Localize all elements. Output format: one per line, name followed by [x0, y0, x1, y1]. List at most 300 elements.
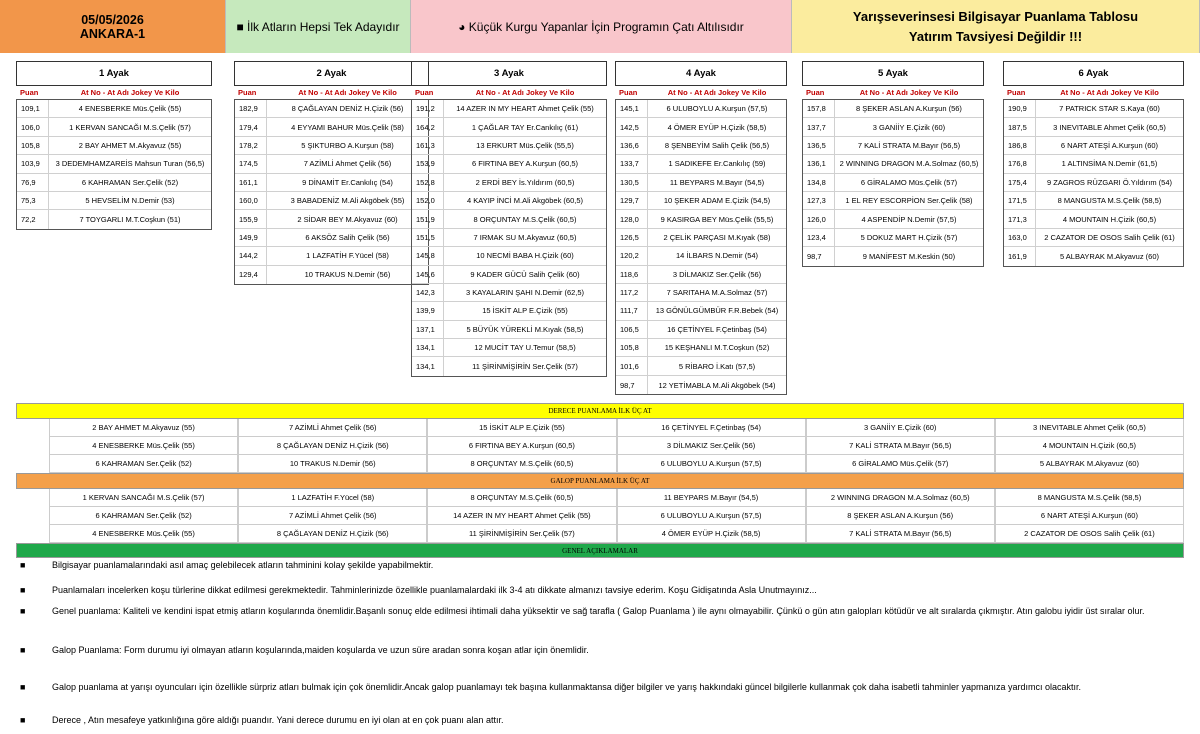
- points-cell: 149,9: [235, 229, 267, 246]
- horse-cell: 3 GANİİY E.Çizik (60): [872, 122, 946, 132]
- table-row: [803, 210, 983, 228]
- horse-cell: 8 ÇAĞLAYAN DENİZ H.Çizik (56): [291, 104, 404, 114]
- horse-cell: 7 TOYGARLI M.T.Coşkun (51): [79, 215, 181, 225]
- derece-cell: 10 TRAKUS N.Demir (56): [238, 455, 427, 473]
- derece-grid: [49, 419, 1184, 473]
- points-cell: 120,2: [616, 247, 648, 264]
- horse-cell: 4 ASPENDİP N.Demir (57,5): [861, 214, 957, 224]
- table-row: [412, 284, 606, 302]
- galop-cell: 8 MANGUSTA M.S.Çelik (58,5): [995, 489, 1184, 507]
- derece-cell: 6 KAHRAMAN Ser.Çelik (52): [49, 455, 238, 473]
- horse-cell: 6 AKSÖZ Salih Çelik (56): [305, 232, 390, 242]
- table-row: [616, 376, 786, 394]
- column-header: [802, 86, 984, 99]
- race-title: 6 Ayak: [1003, 61, 1184, 86]
- header-date-city: [0, 0, 226, 53]
- column-header: [411, 86, 607, 99]
- table-row: [803, 155, 983, 173]
- table-row: [235, 155, 428, 173]
- table-row: [803, 192, 983, 210]
- table-row: [616, 284, 786, 302]
- table-row: [616, 155, 786, 173]
- points-cell: 163,0: [1004, 229, 1036, 246]
- race-city: ANKARA-1: [79, 26, 146, 41]
- galop-cell: 11 ŞİRİNMİŞİRİN Ser.Çelik (57): [427, 525, 616, 543]
- galop-band: GALOP PUANLAMA İLK ÜÇ AT: [16, 473, 1184, 489]
- horse-cell: 16 ÇETİNYEL F.Çetinbaş (54): [667, 324, 767, 334]
- table-row: [616, 357, 786, 375]
- galop-cell: 8 ORÇUNTAY M.S.Çelik (60,5): [427, 489, 616, 507]
- race-title: 3 Ayak: [411, 61, 607, 86]
- horse-cell: 4 EYYAMI BAHUR Müs.Çelik (58): [291, 122, 404, 132]
- table-row: [616, 210, 786, 228]
- points-cell: 152,0: [412, 192, 444, 209]
- table-row: [17, 155, 211, 173]
- table-row: [1004, 174, 1183, 192]
- general-band: GENEL AÇIKLAMALAR: [16, 543, 1184, 558]
- table-row: [803, 100, 983, 118]
- column-header: [1003, 86, 1184, 99]
- derece-cell: 7 KALİ STRATA M.Bayır (56,5): [806, 437, 995, 455]
- table-row: [235, 192, 428, 210]
- points-cell: 129,7: [616, 192, 648, 209]
- note-text: Puanlamaları incelerken koşu türlerine dikkat edilmesi gerekmektedir. Tahminlerinizde özellikle puanlamalardaki ilk 3-4 atı dikkate almanızı tavsiye ederim. Koşu Gidişatında Asla Unutmayınız...: [52, 585, 817, 595]
- galop-cell: 6 ULUBOYLU A.Kurşun (57,5): [617, 507, 806, 525]
- points-header: Puan: [806, 88, 825, 97]
- derece-cell: 4 MOUNTAIN H.Çizik (60,5): [995, 437, 1184, 455]
- table-row: [412, 174, 606, 192]
- horse-cell: 2 CAZATOR DE OSOS Salih Çelik (61): [1044, 232, 1175, 242]
- points-cell: 178,2: [235, 137, 267, 154]
- horse-cell: 1 ALTINSİMA N.Demir (61,5): [1061, 159, 1158, 169]
- horse-cell: 1 LAZFATİH F.Yücel (58): [306, 251, 389, 261]
- points-cell: 137,7: [803, 118, 835, 135]
- horse-cell: 5 HEVSELİM N.Demir (53): [85, 196, 175, 206]
- points-header: Puan: [20, 88, 39, 97]
- points-cell: 133,7: [616, 155, 648, 172]
- horse-cell: 13 ERKURT Müs.Çelik (55,5): [476, 140, 574, 150]
- points-header: Puan: [238, 88, 257, 97]
- table-row: [616, 321, 786, 339]
- derece-cell: 8 ÇAĞLAYAN DENİZ H.Çizik (56): [238, 437, 427, 455]
- points-cell: 106,5: [616, 321, 648, 338]
- galop-cell: 4 ÖMER EYÜP H.Çizik (58,5): [617, 525, 806, 543]
- race-rows: [411, 99, 607, 377]
- galop-cell: 7 AZİMLİ Ahmet Çelik (56): [238, 507, 427, 525]
- points-cell: 126,0: [803, 210, 835, 227]
- points-cell: 157,8: [803, 100, 835, 117]
- horse-cell: 14 İLBARS N.Demir (54): [675, 251, 759, 261]
- header-title: [792, 0, 1200, 53]
- points-cell: 123,4: [803, 229, 835, 246]
- legend-single-candidate: ■ İlk Atların Hepsi Tek Adayıdır: [226, 0, 411, 53]
- race-rows: [615, 99, 787, 395]
- galop-cell: 14 AZER IN MY HEART Ahmet Çelik (55): [427, 507, 616, 525]
- race-title: 5 Ayak: [802, 61, 984, 86]
- points-cell: 182,9: [235, 100, 267, 117]
- bullet-icon: ■: [20, 715, 26, 725]
- column-header: [615, 86, 787, 99]
- column-header: [234, 86, 429, 99]
- points-header: Puan: [1007, 88, 1026, 97]
- horse-cell: 4 KAYIP İNCİ M.Ali Akgöbek (60,5): [466, 196, 584, 206]
- table-row: [235, 174, 428, 192]
- table-row: [235, 210, 428, 228]
- horse-cell: 5 ALBAYRAK M.Akyavuz (60): [1059, 251, 1160, 261]
- points-cell: 160,0: [235, 192, 267, 209]
- table-row: [412, 266, 606, 284]
- horse-cell: 2 ÇELİK PARÇASI M.Kıyak (58): [663, 232, 771, 242]
- derece-cell: 15 İSKİT ALP E.Çizik (55): [427, 419, 616, 437]
- derece-cell: 5 ALBAYRAK M.Akyavuz (60): [995, 455, 1184, 473]
- galop-cell: 6 NART ATEŞİ A.Kurşun (60): [995, 507, 1184, 525]
- horse-cell: 2 SİDAR BEY M.Akyavuz (60): [297, 214, 398, 224]
- points-cell: 136,5: [803, 137, 835, 154]
- points-cell: 142,5: [616, 118, 648, 135]
- points-cell: 105,8: [17, 137, 49, 154]
- table-row: [616, 247, 786, 265]
- points-cell: 152,8: [412, 174, 444, 191]
- table-row: [412, 357, 606, 375]
- horse-cell: 8 ORÇUNTAY M.S.Çelik (60,5): [473, 214, 577, 224]
- points-cell: 105,8: [616, 339, 648, 356]
- points-cell: 187,5: [1004, 118, 1036, 135]
- points-cell: 145,8: [412, 247, 444, 264]
- horse-cell: 3 BABADENİZ M.Ali Akgöbek (55): [290, 196, 405, 206]
- note-item: [20, 604, 1185, 618]
- horse-cell: 2 BAY AHMET M.Akyavuz (55): [78, 140, 182, 150]
- points-cell: 134,1: [412, 357, 444, 375]
- table-row: [235, 137, 428, 155]
- horse-cell: 1 EL REY ESCORPİON Ser.Çelik (58): [845, 196, 973, 206]
- table-row: [235, 229, 428, 247]
- race-table: [411, 61, 607, 377]
- points-cell: 142,3: [412, 284, 444, 301]
- horse-cell: 5 RİBARO İ.Katı (57,5): [678, 361, 756, 371]
- points-cell: 101,6: [616, 357, 648, 374]
- horse-cell: 9 KASIRGA BEY Müs.Çelik (55,5): [660, 214, 774, 224]
- horse-cell: 6 ULUBOYLU A.Kurşun (57,5): [666, 104, 768, 114]
- galop-cell: 4 ENESBERKE Müs.Çelik (55): [49, 525, 238, 543]
- horse-cell: 2 ERDİ BEY İs.Yıldırım (60,5): [475, 177, 575, 187]
- table-row: [616, 137, 786, 155]
- table-row: [1004, 247, 1183, 265]
- race-title: 4 Ayak: [615, 61, 787, 86]
- horse-cell: 3 DEDEMHAMZAREİS Mahsun Turan (56,5): [55, 159, 205, 169]
- horse-cell: 9 MANİFEST M.Keskin (50): [862, 251, 956, 261]
- table-row: [412, 339, 606, 357]
- horse-header: At No - At Adı Jokey Ve Kilo: [859, 88, 959, 97]
- table-row: [17, 100, 211, 118]
- table-row: [803, 137, 983, 155]
- table-row: [616, 118, 786, 136]
- points-cell: 145,1: [616, 100, 648, 117]
- points-cell: 171,5: [1004, 192, 1036, 209]
- points-cell: 171,3: [1004, 210, 1036, 227]
- derece-cell: 3 GANİİY E.Çizik (60): [806, 419, 995, 437]
- points-cell: 161,3: [412, 137, 444, 154]
- horse-cell: 7 IRMAK SU M.Akyavuz (60,5): [473, 232, 577, 242]
- horse-cell: 14 AZER IN MY HEART Ahmet Çelik (55): [456, 104, 594, 114]
- horse-cell: 3 DİLMAKIZ Ser.Çelik (56): [672, 269, 762, 279]
- points-cell: 144,2: [235, 247, 267, 264]
- horse-cell: 5 DOKUZ MART H.Çizik (57): [860, 232, 958, 242]
- points-cell: 106,0: [17, 118, 49, 135]
- horse-cell: 2 WINNING DRAGON M.A.Solmaz (60,5): [839, 159, 979, 169]
- points-cell: 103,9: [17, 155, 49, 172]
- derece-cell: 4 ENESBERKE Müs.Çelik (55): [49, 437, 238, 455]
- table-row: [616, 266, 786, 284]
- table-row: [17, 174, 211, 192]
- table-row: [1004, 118, 1183, 136]
- table-row: [235, 100, 428, 118]
- horse-cell: 7 PATRICK STAR S.Kaya (60): [1059, 104, 1160, 114]
- race-rows: [802, 99, 984, 267]
- horse-cell: 8 ŞENBEYİM Salih Çelik (56,5): [664, 140, 770, 150]
- points-cell: 176,8: [1004, 155, 1036, 172]
- table-row: [412, 137, 606, 155]
- points-cell: 136,6: [616, 137, 648, 154]
- points-header: Puan: [415, 88, 434, 97]
- galop-cell: 11 BEYPARS M.Bayır (54,5): [617, 489, 806, 507]
- points-cell: 98,7: [803, 247, 835, 265]
- table-row: [1004, 210, 1183, 228]
- horse-header: At No - At Adı Jokey Ve Kilo: [475, 88, 575, 97]
- points-cell: 155,9: [235, 210, 267, 227]
- horse-cell: 9 KADER GÜCÜ Salih Çelik (60): [470, 269, 580, 279]
- points-cell: 117,2: [616, 284, 648, 301]
- points-cell: 191,2: [412, 100, 444, 117]
- points-cell: 151,9: [412, 210, 444, 227]
- table-row: [412, 321, 606, 339]
- points-cell: 111,7: [616, 302, 648, 319]
- horse-cell: 7 KALİ STRATA M.Bayır (56,5): [857, 140, 961, 150]
- race-table: [16, 61, 212, 230]
- points-cell: 75,3: [17, 192, 49, 209]
- horse-cell: 5 ŞIKTURBO A.Kurşun (58): [301, 140, 394, 150]
- derece-cell: 8 ORÇUNTAY M.S.Çelik (60,5): [427, 455, 616, 473]
- table-row: [412, 192, 606, 210]
- points-cell: 72,2: [17, 210, 49, 228]
- horse-cell: 6 KAHRAMAN Ser.Çelik (52): [81, 177, 179, 187]
- table-row: [235, 247, 428, 265]
- column-header: [16, 86, 212, 99]
- horse-cell: 7 SARITAHA M.A.Solmaz (57): [666, 288, 768, 298]
- horse-cell: 4 ÖMER EYÜP H.Çizik (58,5): [667, 122, 767, 132]
- table-row: [616, 192, 786, 210]
- race-table: [802, 61, 984, 267]
- race-date: 05/05/2026: [81, 12, 144, 27]
- horse-cell: 8 MANGUSTA M.S.Çelik (58,5): [1057, 196, 1162, 206]
- points-cell: 179,4: [235, 118, 267, 135]
- race-rows: [16, 99, 212, 230]
- race-table: [615, 61, 787, 395]
- table-row: [412, 247, 606, 265]
- table-row: [412, 155, 606, 173]
- points-cell: 174,5: [235, 155, 267, 172]
- points-cell: 153,9: [412, 155, 444, 172]
- derece-cell: 3 INEVITABLE Ahmet Çelik (60,5): [995, 419, 1184, 437]
- table-row: [17, 118, 211, 136]
- points-cell: 136,1: [803, 155, 835, 172]
- table-row: [803, 229, 983, 247]
- points-cell: 164,2: [412, 118, 444, 135]
- note-text: Bilgisayar puanlamalarındaki asıl amaç gelebilecek atların tahminini kolay şekilde yapabilmektir.: [52, 560, 434, 570]
- bullet-icon: ■: [20, 645, 26, 655]
- horse-header: At No - At Adı Jokey Ve Kilo: [80, 88, 180, 97]
- points-cell: 130,5: [616, 174, 648, 191]
- galop-cell: 8 ŞEKER ASLAN A.Kurşun (56): [806, 507, 995, 525]
- derece-cell: 6 FIRTINA BEY A.Kurşun (60,5): [427, 437, 616, 455]
- horse-cell: 6 NART ATEŞİ A.Kurşun (60): [1060, 140, 1159, 150]
- galop-cell: 7 KALİ STRATA M.Bayır (56,5): [806, 525, 995, 543]
- bullet-icon: ■: [20, 560, 26, 570]
- note-text: Derece , Atın mesafeye yatkınlığına göre aldığı puandır. Yani derece durumu en iyi olan at en çok puanı alan attır.: [52, 715, 504, 725]
- points-cell: 76,9: [17, 174, 49, 191]
- table-row: [412, 118, 606, 136]
- note-item: [20, 680, 1185, 694]
- horse-cell: 4 MOUNTAIN H.Çizik (60,5): [1062, 214, 1157, 224]
- points-cell: 175,4: [1004, 174, 1036, 191]
- horse-cell: 3 KAYALARIN ŞAHI N.Demir (62,5): [465, 288, 585, 298]
- title-line-1: Yarışseverinsesi Bilgisayar Puanlama Tablosu: [852, 8, 1139, 24]
- points-cell: 186,8: [1004, 137, 1036, 154]
- horse-cell: 10 NECMİ BABA H.Çizik (60): [476, 251, 574, 261]
- horse-header: At No - At Adı Jokey Ve Kilo: [667, 88, 767, 97]
- derece-cell: 3 DİLMAKIZ Ser.Çelik (56): [617, 437, 806, 455]
- note-text: Genel puanlama: Kaliteli ve kendini ispat etmiş atların koşularında önemlidir.Başanlı sonuç elde edilmesi ihtimali daha yüksektir ve sağ tarafla ( Galop Puanlama ) ile aynı olmayabilir. Çünkü o gün atın galopları kötüdür ve alt sıralarda çıkmıştır. Atın galobu iyidir üst sıralar olur.: [52, 606, 1145, 616]
- table-row: [1004, 137, 1183, 155]
- note-item: [20, 558, 1185, 572]
- points-cell: 126,5: [616, 229, 648, 246]
- horse-header: At No - At Adı Jokey Ve Kilo: [298, 88, 397, 97]
- race-table: [234, 61, 429, 285]
- horse-cell: 1 KERVAN SANCAĞI M.S.Çelik (57): [69, 122, 191, 132]
- galop-cell: 1 KERVAN SANCAĞI M.S.Çelik (57): [49, 489, 238, 507]
- points-cell: 128,0: [616, 210, 648, 227]
- points-cell: 139,9: [412, 302, 444, 319]
- galop-cell: 2 CAZATOR DE OSOS Salih Çelik (61): [995, 525, 1184, 543]
- table-row: [17, 137, 211, 155]
- horse-cell: 1 SADIKEFE Er.Cankılıç (59): [668, 159, 766, 169]
- legend-altili: ◕ Küçük Kurgu Yapanlar İçin Programın Çatı Altılısıdır: [411, 0, 792, 53]
- points-cell: 129,4: [235, 266, 267, 284]
- table-row: [616, 302, 786, 320]
- race-rows: [1003, 99, 1184, 267]
- race-title: 1 Ayak: [16, 61, 212, 86]
- points-cell: 161,1: [235, 174, 267, 191]
- race-table: [1003, 61, 1184, 267]
- galop-grid: [49, 489, 1184, 543]
- derece-cell: 7 AZİMLİ Ahmet Çelik (56): [238, 419, 427, 437]
- bullet-icon: ■: [20, 606, 26, 616]
- derece-cell: 2 BAY AHMET M.Akyavuz (55): [49, 419, 238, 437]
- table-row: [803, 247, 983, 265]
- points-cell: 137,1: [412, 321, 444, 338]
- points-cell: 127,3: [803, 192, 835, 209]
- derece-cell: 16 ÇETİNYEL F.Çetinbaş (54): [617, 419, 806, 437]
- galop-cell: 8 ÇAĞLAYAN DENİZ H.Çizik (56): [238, 525, 427, 543]
- points-cell: 151,5: [412, 229, 444, 246]
- points-cell: 118,6: [616, 266, 648, 283]
- horse-cell: 6 GİRALAMO Müs.Çelik (57): [860, 177, 958, 187]
- note-item: [20, 713, 1185, 727]
- horse-cell: 8 ŞEKER ASLAN A.Kurşun (56): [856, 104, 962, 114]
- points-cell: 161,9: [1004, 247, 1036, 265]
- points-header: Puan: [619, 88, 638, 97]
- table-row: [17, 192, 211, 210]
- table-row: [1004, 192, 1183, 210]
- horse-cell: 9 DİNAMİT Er.Cankılıç (54): [302, 177, 393, 187]
- table-row: [1004, 100, 1183, 118]
- title-line-2: Yatırım Tavsiyesi Değildir !!!: [908, 28, 1083, 44]
- horse-cell: 4 ENESBERKE Müs.Çelik (55): [78, 104, 182, 114]
- table-row: [616, 229, 786, 247]
- horse-cell: 11 BEYPARS M.Bayır (54,5): [669, 177, 765, 187]
- table-row: [803, 174, 983, 192]
- points-cell: 190,9: [1004, 100, 1036, 117]
- table-row: [1004, 229, 1183, 247]
- race-title: 2 Ayak: [234, 61, 429, 86]
- table-row: [235, 118, 428, 136]
- table-row: [17, 210, 211, 228]
- horse-cell: 1 ÇAĞLAR TAY Er.Cankılıç (61): [471, 122, 579, 132]
- horse-cell: 12 YETİMABLA M.Ali Akgöbek (54): [658, 380, 776, 390]
- points-cell: 134,1: [412, 339, 444, 356]
- race-rows: [234, 99, 429, 285]
- horse-cell: 5 BÜYÜK YÜREKLİ M.Kıyak (58,5): [466, 324, 584, 334]
- note-item: [20, 643, 1185, 657]
- table-row: [803, 118, 983, 136]
- galop-cell: 1 LAZFATİH F.Yücel (58): [238, 489, 427, 507]
- table-row: [616, 339, 786, 357]
- horse-cell: 10 ŞEKER ADAM E.Çizik (54,5): [663, 196, 771, 206]
- horse-cell: 10 TRAKUS N.Demir (56): [304, 270, 391, 280]
- table-row: [412, 302, 606, 320]
- note-text: Galop Puanlama: Form durumu iyi olmayan atların koşularında,maiden koşularda ve uzun süre aradan sonra koşan atlar için önemlidir.: [52, 645, 589, 655]
- horse-cell: 11 ŞİRİNMİŞİRİN Ser.Çelik (57): [472, 362, 578, 372]
- table-row: [235, 266, 428, 284]
- points-cell: 98,7: [616, 376, 648, 394]
- table-row: [616, 174, 786, 192]
- table-row: [616, 100, 786, 118]
- horse-cell: 6 FIRTINA BEY A.Kurşun (60,5): [471, 159, 579, 169]
- horse-header: At No - At Adı Jokey Ve Kilo: [1060, 88, 1159, 97]
- bullet-icon: ■: [20, 682, 26, 692]
- points-cell: 145,6: [412, 266, 444, 283]
- points-cell: 109,1: [17, 100, 49, 117]
- note-text: Galop puanlama at yarışı oyuncuları için özellikle sürpriz atları bulmak için çok önemlidir.Ancak galop puanlamayı tek başına kullanmaktansa diğer bilgiler ve yarış hakkındaki güncel bilgilerle kullanmak çok daha isabetli tahminler yapmanıza yardımcı olacaktır.: [52, 682, 1082, 692]
- horse-cell: 13 GÖNÜLGÜMBÜR F.R.Bebek (54): [655, 306, 779, 316]
- horse-cell: 3 INEVITABLE Ahmet Çelik (60,5): [1053, 122, 1166, 132]
- table-row: [412, 210, 606, 228]
- derece-cell: 6 GİRALAMO Müs.Çelik (57): [806, 455, 995, 473]
- derece-cell: 6 ULUBOYLU A.Kurşun (57,5): [617, 455, 806, 473]
- table-row: [412, 100, 606, 118]
- horse-cell: 12 MUCİT TAY U.Temur (58,5): [474, 343, 576, 353]
- galop-cell: 6 KAHRAMAN Ser.Çelik (52): [49, 507, 238, 525]
- table-row: [412, 229, 606, 247]
- table-row: [1004, 155, 1183, 173]
- horse-cell: 15 KEŞHANLI M.T.Coşkun (52): [664, 343, 770, 353]
- horse-cell: 9 ZAGROS RÜZGARI Ö.Yıldırım (54): [1046, 177, 1173, 187]
- galop-cell: 2 WINNING DRAGON M.A.Solmaz (60,5): [806, 489, 995, 507]
- bullet-icon: ■: [20, 585, 26, 595]
- horse-cell: 7 AZİMLİ Ahmet Çelik (56): [303, 159, 392, 169]
- note-item: [20, 583, 1185, 597]
- points-cell: 134,8: [803, 174, 835, 191]
- horse-cell: 15 İSKİT ALP E.Çizik (55): [482, 306, 568, 316]
